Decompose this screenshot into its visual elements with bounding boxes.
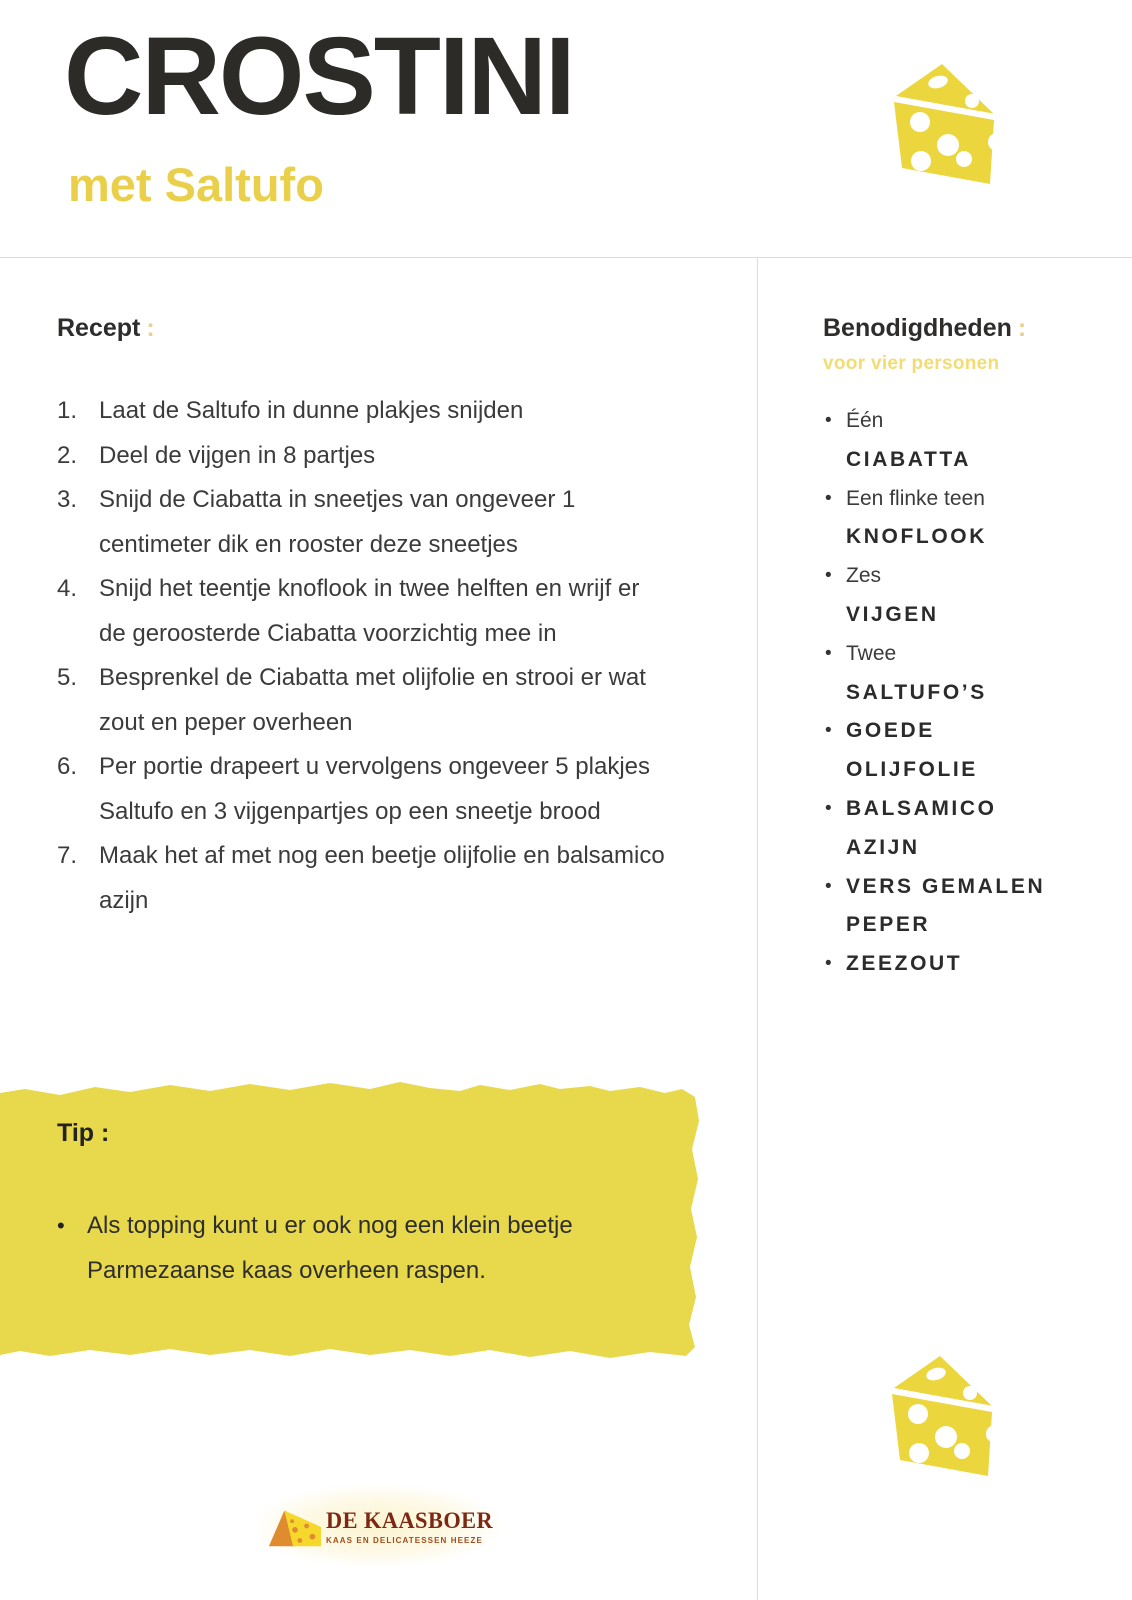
- logo-tagline: KAAS EN DELICATESSEN HEEZE: [326, 1535, 483, 1545]
- page-title: CROSTINI: [64, 15, 574, 138]
- ingredient-quantity: Twee: [846, 641, 897, 665]
- ingredient-body: [846, 790, 1075, 868]
- ingredients-heading: [823, 314, 1075, 343]
- ingredients-heading-text: Benodigdheden: [823, 314, 1012, 342]
- ingredient-quantity: Zes: [846, 564, 882, 588]
- ingredient-body: [846, 868, 1075, 946]
- ingredient-name: GOEDE OLIJFOLIE: [846, 719, 978, 782]
- serves-label: voor vier personen: [823, 353, 1000, 374]
- ingredient-list: [823, 402, 1075, 984]
- recipe-step: [57, 745, 671, 834]
- step-number: 5.: [57, 664, 78, 691]
- tip-heading: Tip :: [57, 1119, 110, 1147]
- ingredient-name: ZEEZOUT: [846, 952, 963, 976]
- ingredient-name: SALTUFO’S: [846, 680, 987, 704]
- recipe-section: [57, 314, 671, 923]
- ingredient-name: CIABATTA: [846, 447, 972, 471]
- step-text: Maak het af met nog een beetje olijfolie en balsamico azijn: [99, 842, 665, 914]
- kaasboer-logo: [258, 1486, 498, 1566]
- cheese-wedge-icon: [884, 1350, 1000, 1484]
- horizontal-divider: [0, 257, 1132, 258]
- bullet-icon: •: [57, 1213, 65, 1238]
- ingredient-item: [823, 868, 1075, 946]
- ingredient-body: [846, 712, 1075, 790]
- recipe-step: [57, 389, 671, 434]
- ingredient-name: KNOFLOOK: [846, 525, 987, 549]
- tip-list: [57, 1203, 642, 1293]
- cheese-wedge-icon: [266, 1500, 324, 1552]
- ingredient-body: [846, 480, 1075, 558]
- recipe-heading: [57, 314, 671, 343]
- step-text: Per portie drapeert u vervolgens ongeveer 5 plakjes Saltufo en 3 vijgenpartjes op een sneetje brood: [99, 753, 650, 825]
- bullet-icon: •: [825, 720, 832, 742]
- step-text: Besprenkel de Ciabatta met olijfolie en strooi er wat zout en peper overheen: [99, 664, 646, 736]
- ingredient-item: [823, 790, 1075, 868]
- cheese-wedge-icon: [886, 58, 1002, 192]
- step-text: Snijd de Ciabatta in sneetjes van ongeveer 1 centimeter dik en rooster deze sneetjes: [99, 486, 576, 558]
- bullet-icon: •: [825, 797, 832, 819]
- bullet-icon: •: [825, 875, 832, 897]
- ingredient-item: [823, 557, 1075, 635]
- step-text: Laat de Saltufo in dunne plakjes snijden: [99, 397, 524, 424]
- ingredient-quantity: Één: [846, 409, 884, 432]
- ingredient-item: [823, 945, 1075, 984]
- recipe-step: [57, 478, 671, 567]
- bullet-icon: •: [825, 565, 832, 587]
- bullet-icon: •: [825, 410, 832, 431]
- ingredient-body: [846, 635, 1075, 713]
- step-number: 7.: [57, 842, 78, 869]
- recipe-step: [57, 434, 671, 479]
- logo-text-block: [326, 1508, 498, 1545]
- ingredient-item: [823, 480, 1075, 558]
- recipe-step: [57, 567, 671, 656]
- recipe-heading-text: Recept: [57, 314, 141, 342]
- step-text: Deel de vijgen in 8 partjes: [99, 441, 376, 469]
- ingredient-name: BALSAMICO AZIJN: [846, 796, 997, 859]
- ingredient-body: [846, 402, 1075, 480]
- bullet-icon: •: [825, 953, 832, 975]
- recipe-step-list: [57, 389, 671, 923]
- recipe-heading-colon: :: [146, 314, 155, 342]
- bullet-icon: •: [825, 642, 832, 664]
- step-number: 1.: [57, 397, 78, 424]
- ingredients-section: [823, 314, 1075, 984]
- vertical-divider: [757, 258, 758, 1600]
- step-number: 4.: [57, 575, 78, 602]
- recipe-step: [57, 834, 671, 923]
- ingredient-quantity: Een flinke teen: [846, 486, 985, 510]
- ingredient-item: [823, 402, 1075, 480]
- recipe-step: [57, 656, 671, 745]
- step-number: 6.: [57, 753, 78, 780]
- tip-section: [0, 1075, 700, 1373]
- step-text: Snijd het teentje knoflook in twee helften en wrijf er de geroosterde Ciabatta voorzichtig mee in: [99, 575, 640, 647]
- logo-name: DE KAASBOER: [326, 1507, 494, 1533]
- tip-text: Als topping kunt u er ook nog een klein beetje Parmezaanse kaas overheen raspen.: [87, 1212, 573, 1284]
- step-number: 3.: [57, 486, 78, 513]
- ingredient-item: [823, 635, 1075, 713]
- ingredient-body: [846, 945, 1075, 984]
- step-number: 2.: [57, 441, 78, 469]
- bullet-icon: •: [825, 487, 832, 509]
- ingredient-item: [823, 712, 1075, 790]
- ingredient-name: VIJGEN: [846, 602, 939, 626]
- ingredients-heading-colon: :: [1017, 314, 1027, 342]
- page-subtitle: met Saltufo: [68, 158, 324, 211]
- ingredient-name: VERS GEMALEN PEPER: [846, 874, 1046, 937]
- tip-item: [57, 1203, 642, 1293]
- ingredient-body: [846, 557, 1075, 635]
